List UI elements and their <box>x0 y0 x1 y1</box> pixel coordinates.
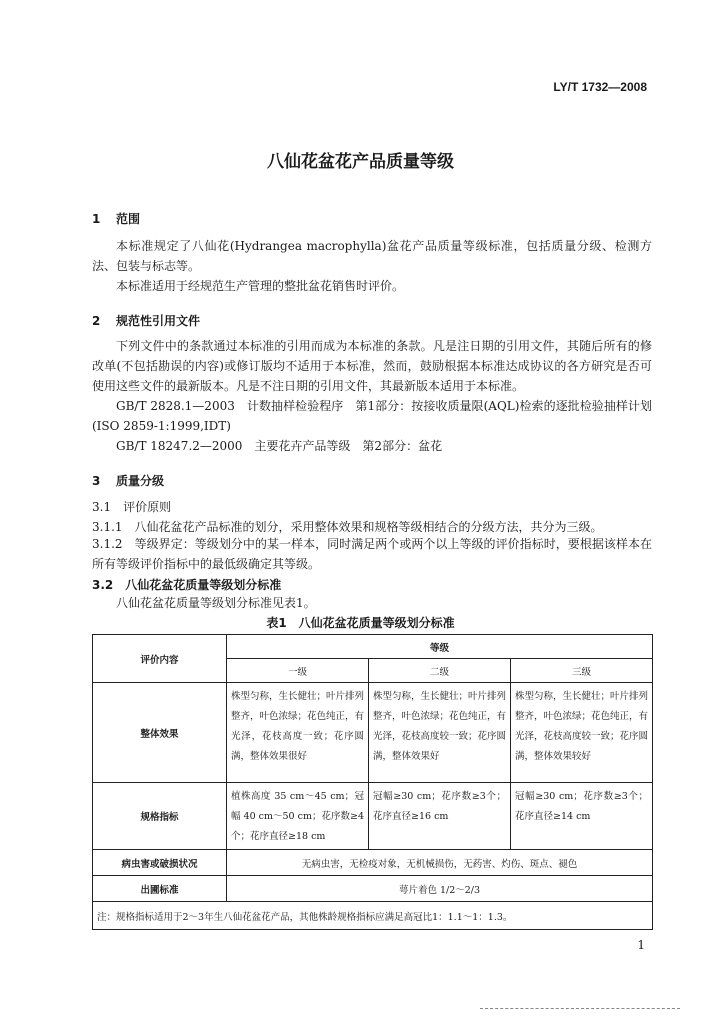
clause-3-2: 3.2 八仙花盆花质量等级划分标准 <box>92 578 282 592</box>
section-1-paragraph-2: 本标准适用于经规范生产管理的整批盆花销售时评价。 <box>116 279 405 293</box>
header-grade-1: 一级 <box>227 659 369 683</box>
table-cell: 冠幅≥30 cm；花序数≥3个；花序直径≥14 cm <box>511 783 653 850</box>
grade-table <box>92 634 653 930</box>
clause-3-1: 3.1 评价原则 <box>92 500 172 514</box>
section-title: 规范性引用文件 <box>116 314 201 328</box>
table-row <box>93 876 653 902</box>
table-cell: 株型匀称，生长健壮；叶片排列整齐，叶色浓绿；花色纯正，有光泽，花枝高度一致；花序圆满，整体效果很好 <box>227 683 369 783</box>
header-grade-2: 二级 <box>369 659 511 683</box>
table-cell: 无病虫害，无检疫对象，无机械损伤，无药害、灼伤、斑点、褪色 <box>227 850 653 876</box>
reference-gbt-2828: GB/T 2828.1—2003 计数抽样检验程序 第1部分：按接收质量限(AQL)检索的逐批检验抽样计划(ISO 2859-1:1999,IDT) <box>92 399 652 433</box>
table-cell: 植株高度 35 cm～45 cm；冠幅 40 cm～50 cm；花序数≥4个；花序直径≥18 cm <box>227 783 369 850</box>
table-cell: 冠幅≥30 cm；花序数≥3个；花序直径≥16 cm <box>369 783 511 850</box>
table-note: 注：规格指标适用于2～3年生八仙花盆花产品，其他株龄规格指标应满足高冠比1：1.1～1：1.3。 <box>93 902 653 930</box>
section-2-paragraph: 下列文件中的条款通过本标准的引用而成为本标准的条款。凡是注日期的引用文件，其随后所有的修改单(不包括勘误的内容)或修订版均不适用于本标准，然而，鼓励根据本标准达成协议的各方研究是否可使用这些文件的最新版本。凡是不注日期的引用文件，其最新版本适用于本标准。 <box>92 339 652 393</box>
section-title: 范围 <box>116 212 141 226</box>
row-label-pest-damage: 病虫害或破损状况 <box>93 850 227 876</box>
table-cell: 株型匀称，生长健壮；叶片排列整齐，叶色浓绿；花色纯正，有光泽，花枝高度较一致；花序圆满，整体效果较好 <box>511 683 653 783</box>
clause-3-2-text: 八仙花盆花质量等级划分标准见表1。 <box>116 596 316 610</box>
section-number: 3 <box>92 474 101 488</box>
bottom-divider <box>480 1008 680 1009</box>
table-cell: 株型匀称，生长健壮；叶片排列整齐，叶色浓绿；花色纯正，有光泽，花枝高度较一致；花序圆满，整体效果好 <box>369 683 511 783</box>
page-number: 1 <box>637 938 645 952</box>
table-note-row <box>93 902 653 930</box>
table-caption: 表1 八仙花盆花质量等级划分标准 <box>266 616 455 630</box>
section-number: 2 <box>92 314 101 328</box>
header-grade-3: 三级 <box>511 659 653 683</box>
table-cell: 萼片着色 1/2～2/3 <box>227 876 653 902</box>
clause-3-1-1: 3.1.1 八仙花盆花产品标准的划分，采用整体效果和规格等级相结合的分级方法，共分为三级。 <box>92 520 603 534</box>
clause-3-1-2: 3.1.2 等级界定：等级划分中的某一样本，同时满足两个或两个以上等级的评价指标时，要根据该样本在所有等级评价指标中的最低级确定其等级。 <box>92 537 652 571</box>
table-row <box>93 783 653 850</box>
document-title: 八仙花盆花产品质量等级 <box>267 152 454 172</box>
section-title: 质量分级 <box>116 474 165 488</box>
section-3-heading <box>92 472 164 489</box>
section-1-paragraph-1: 本标准规定了八仙花(Hydrangea macrophylla)盆花产品质量等级标准，包括质量分级、检测方法、包装与标志等。 <box>92 239 652 273</box>
table-row <box>93 850 653 876</box>
header-evaluation-content: 评价内容 <box>93 635 227 683</box>
row-label-nursery-standard: 出圃标准 <box>93 876 227 902</box>
row-label-specification: 规格指标 <box>93 783 227 850</box>
section-1-heading <box>92 210 140 227</box>
section-2-heading <box>92 312 200 329</box>
section-number: 1 <box>92 212 101 226</box>
table-row <box>93 683 653 783</box>
reference-gbt-18247: GB/T 18247.2—2000 主要花卉产品等级 第2部分：盆花 <box>116 439 443 453</box>
standard-code: LY/T 1732—2008 <box>553 80 647 94</box>
row-label-overall-effect: 整体效果 <box>93 683 227 783</box>
header-grade: 等级 <box>227 635 653 659</box>
